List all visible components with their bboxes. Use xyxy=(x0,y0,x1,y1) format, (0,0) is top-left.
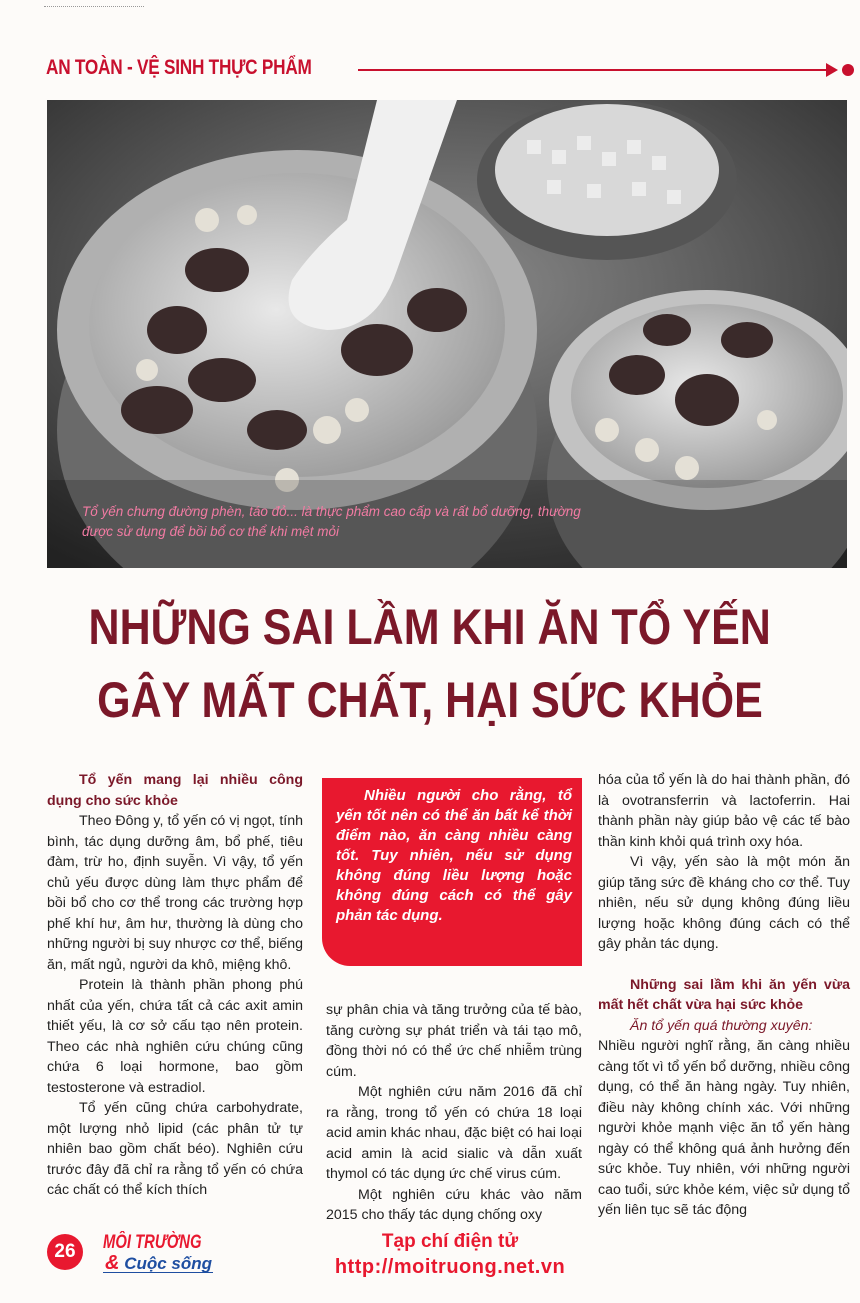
paragraph: Nhiều người nghĩ rằng, ăn càng nhiều càng tốt vì tổ yến bổ dưỡng, nhiều công dụng, có thể ăn hàng ngày. Tuy nhiên, điều này không chính xác. Với những người khỏe mạnh việc ăn tổ yến hàng ngày có thể không quá ảnh hưởng đến sức khỏe. Tuy nhiên, với những người cao tuổi, sức khỏe kém, việc sử dụng tổ yến liên tục sẽ tác động xyxy=(598,1038,850,1218)
footer-branding xyxy=(47,1234,217,1274)
paragraph: sự phân chia và tăng trưởng của tế bào, tăng cường sự phát triển và tái tạo mô, đồng thời nó có thể ức chế nhiễm trùng cúm. xyxy=(326,1002,582,1080)
article-column-3 xyxy=(598,770,850,1221)
paragraph: Một nghiên cứu năm 2016 đã chỉ ra rằng, trong tổ yến có chứa 18 loại acid amin khác nhau, đặc biệt có hai loại acid amin là acid sialic và dẫn xuất thymol có tác dụng ức chế virus cúm. xyxy=(326,1084,582,1182)
paragraph: Một nghiên cứu khác vào năm 2015 cho thấy tác dụng chống oxy xyxy=(326,1186,582,1223)
article-column-2 xyxy=(326,1000,582,1226)
dot-icon xyxy=(842,64,854,76)
subheading-mistakes: Những sai lầm khi ăn yến vừa mất hết chất vừa hại sức khỏe xyxy=(598,976,850,1013)
section-rule xyxy=(358,69,826,71)
section-header xyxy=(46,50,846,84)
paragraph: hóa của tổ yến là do hai thành phần, đó là ovotransferrin và lactoferrin. Hai thành phần này giúp bảo vệ các tế bào thần kinh khỏi quá trình oxy hóa. xyxy=(598,772,850,850)
logo-underline xyxy=(103,1272,213,1273)
subheading-benefits: Tổ yến mang lại nhiều công dụng cho sức khỏe xyxy=(47,772,303,809)
headline-line-2: GÂY MẤT CHẤT, HẠI SỨC KHỎE xyxy=(97,672,763,728)
magazine-logo-subtitle: & Cuộc sống xyxy=(105,1252,213,1274)
footer-label: Tạp chí điện tử xyxy=(381,1231,519,1252)
magazine-logo-title: MÔI TRƯỜNG xyxy=(103,1232,202,1253)
paragraph: Theo Đông y, tổ yến có vị ngọt, tính bình, tác dụng dưỡng âm, bổ phế, tiêu đàm, trừ ho, định suyễn. Vì vậy, tổ yến chủ yếu được dùng làm thực phẩm để bồi bổ cho cơ thể trong các trường hợp phế khí hư, âm hư, thường là dùng cho những người bị suy nhược cơ thể, biếng ăn, mất ngủ, người da khô, miệng khô. xyxy=(47,813,303,973)
page-number: 26 xyxy=(47,1234,83,1270)
hero-photo xyxy=(47,100,847,568)
top-edge-mark xyxy=(44,0,144,7)
photo-caption: Tổ yến chưng đường phèn, táo đỏ... là thực phẩm cao cấp và rất bổ dưỡng, thường được sử dụng để bồi bổ cơ thể khi mệt mỏi xyxy=(82,504,581,539)
headline-line-1: NHỮNG SAI LẦM KHI ĂN TỔ YẾN xyxy=(88,599,772,655)
paragraph: Tổ yến cũng chứa carbohydrate, một lượng nhỏ lipid (các phân tử tự nhiên bao gồm chất béo). Nghiên cứu trước đây đã chỉ ra rằng tổ yến có chứa các chất có thể kích thích xyxy=(47,1100,303,1198)
footer-url-block xyxy=(310,1230,590,1280)
subheading-italic: Ăn tổ yến quá thường xuyên: xyxy=(630,1017,813,1034)
section-title: AN TOÀN - VỆ SINH THỰC PHẨM xyxy=(46,56,312,79)
bird-nest-bowls-image xyxy=(47,100,847,568)
pullquote-text: Nhiều người cho rằng, tổ yến tốt nên có thể ăn bất kể thời điểm nào, ăn càng nhiều càng tốt. Tuy nhiên, nếu sử dụng không đúng liều lượng hoặc không đúng cách có thể gây phản tác dụng. xyxy=(336,787,572,924)
arrow-right-icon xyxy=(826,63,838,77)
paragraph: Protein là thành phần phong phú nhất của yến, chứa tất cả các axit amin thiết yếu, là cơ sở cấu tạo nên protein. Theo các nhà nghiên cứu chúng cũng chứa 6 loại hormone, bao gồm testosterone và estradiol. xyxy=(47,977,303,1096)
article-column-1 xyxy=(47,770,303,1201)
paragraph: Vì vậy, yến sào là một món ăn giúp tăng sức đề kháng cho cơ thể. Tuy nhiên, nếu sử dụng không đúng liều lượng hoặc không đúng cách có thể gây phản tác dụng. xyxy=(598,854,850,952)
footer-url-link[interactable]: http://moitruong.net.vn xyxy=(334,1256,566,1278)
